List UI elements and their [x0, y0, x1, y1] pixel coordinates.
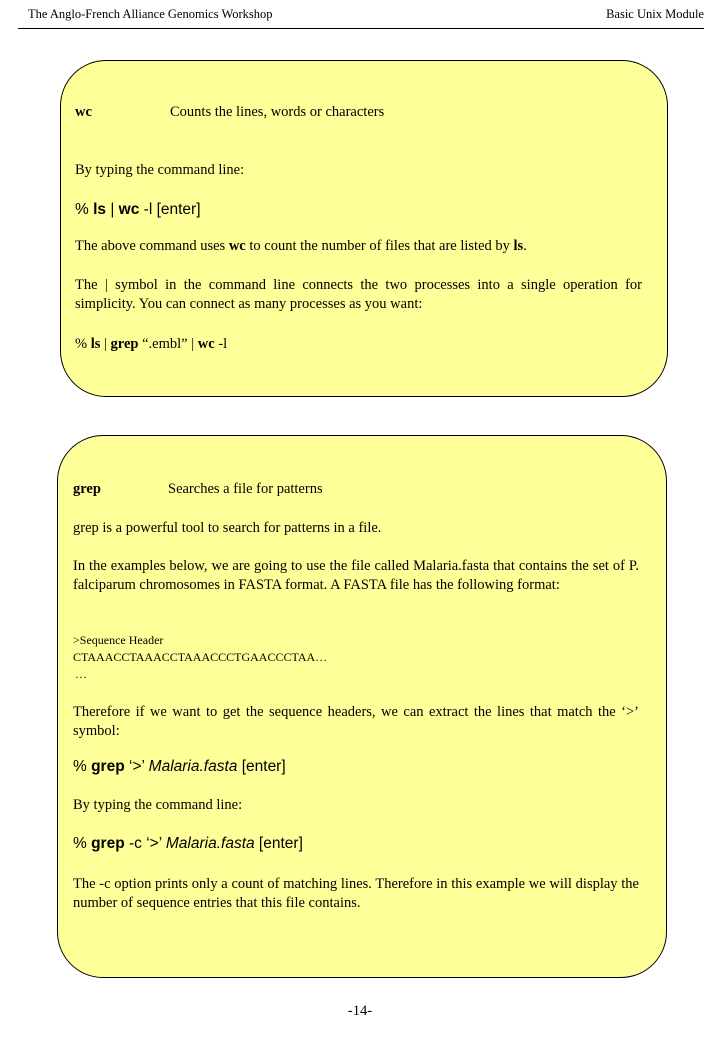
fasta-sequence-example: CTAAACCTAAACCTAAACCCTGAACCCTAA… [73, 650, 328, 664]
grep-paragraph-1: In the examples below, we are going to use the file called Malaria.fasta that contains the set of P. falciparum chromosomes in FASTA format. A FASTA file has the following format: [73, 558, 639, 593]
grep-paragraph-2: Therefore if we want to get the sequence headers, we can extract the lines that match the ‘>’ symbol: [73, 704, 639, 739]
fasta-header-example: >Sequence Header [73, 633, 164, 647]
wc-command-desc: Counts the lines, words or characters [170, 104, 385, 120]
page-header [18, 6, 704, 29]
grep-example-1: % grep ‘>’ Malaria.fasta [enter] [73, 758, 286, 775]
grep-command-desc: Searches a file for patterns [168, 481, 323, 497]
wc-paragraph-1: The above command uses wc to count the number of files that are listed by ls. [75, 238, 527, 254]
grep-intro-2: By typing the command line: [73, 797, 243, 813]
wc-paragraph-2: The | symbol in the command line connects the two processes into a single operation for simplicity. You can connect as many processes as you want: [75, 277, 642, 312]
header-module: Basic Unix Module [606, 7, 704, 21]
wc-intro: By typing the command line: [75, 162, 245, 178]
grep-example-2: % grep -c ‘>’ Malaria.fasta [enter] [73, 835, 303, 852]
wc-example-2: % ls | grep “.embl” | wc -l [75, 336, 228, 352]
page-number: -14- [347, 1003, 373, 1019]
grep-line-1: grep is a powerful tool to search for patterns in a file. [73, 520, 382, 536]
wc-command-name: wc [75, 104, 92, 120]
fasta-ellipsis: … [75, 667, 87, 681]
grep-command-name: grep [73, 481, 101, 497]
header-title: The Anglo-French Alliance Genomics Workshop [28, 7, 273, 21]
wc-example-1: % ls | wc -l [enter] [75, 201, 201, 218]
grep-paragraph-3: The -c option prints only a count of matching lines. Therefore in this example we will display the number of sequence entries that this file contains. [73, 876, 639, 911]
